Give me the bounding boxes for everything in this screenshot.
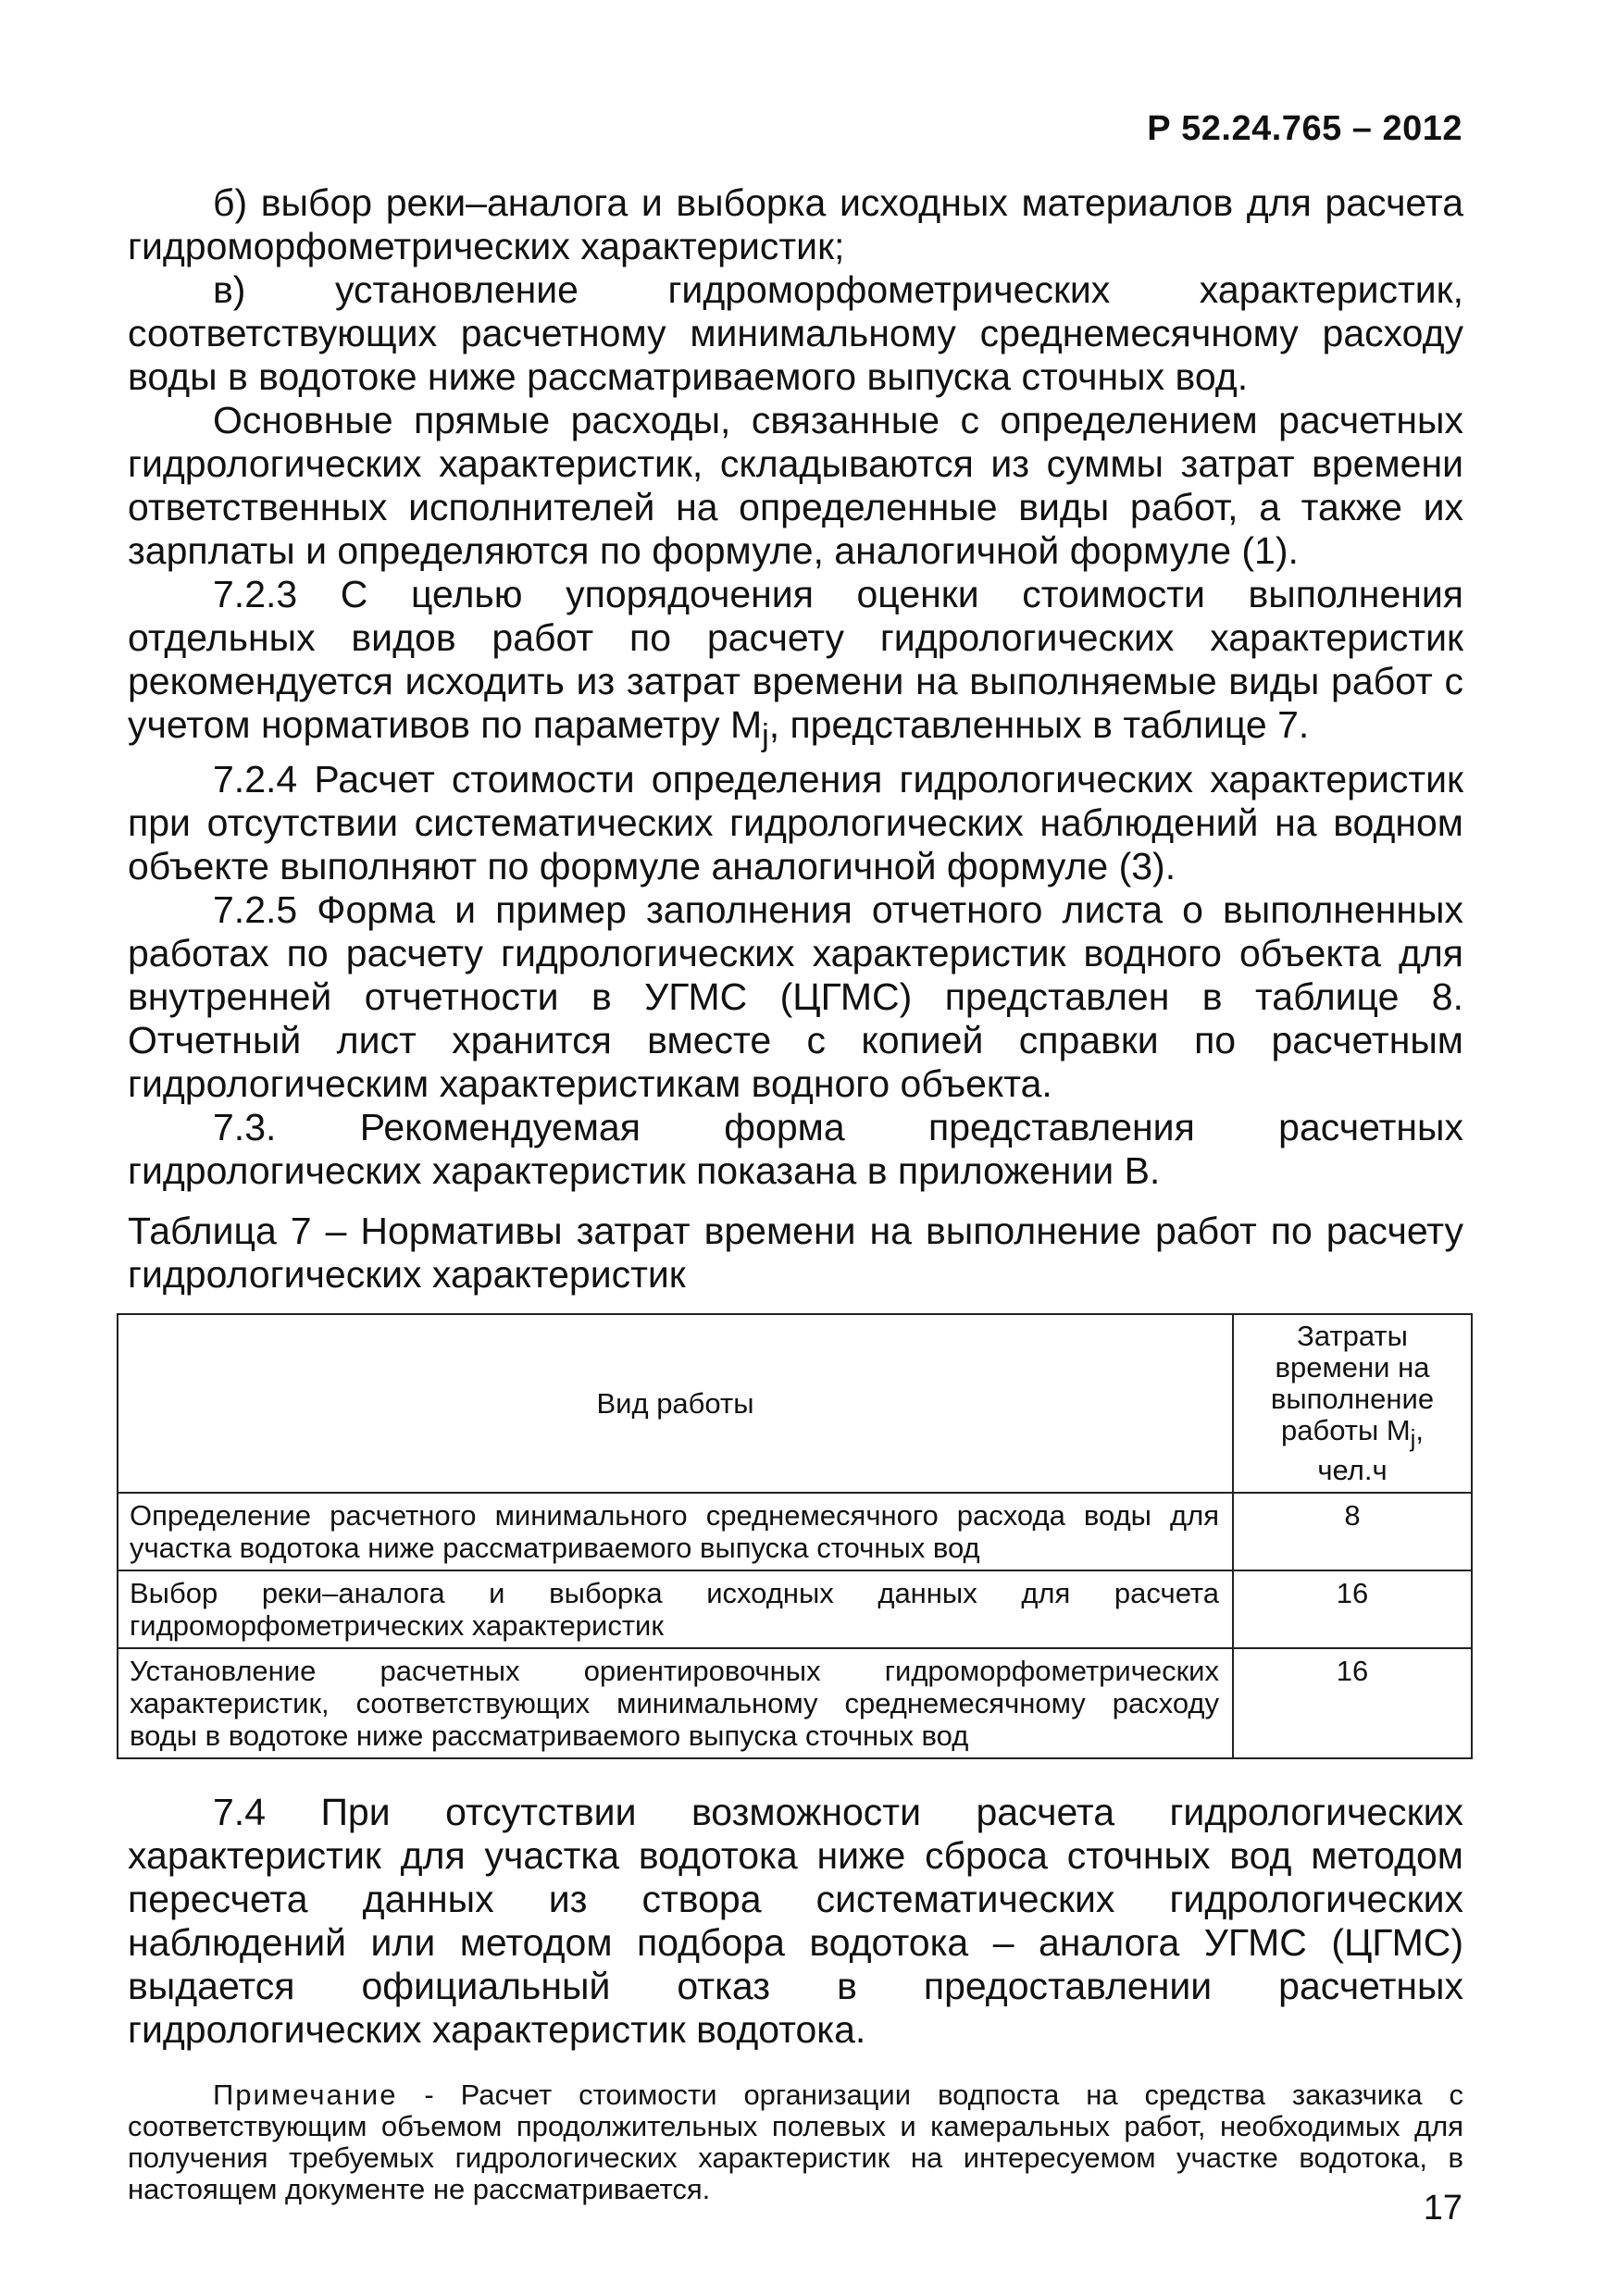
table-row [118,1570,1472,1648]
paragraph-7-2-3-tail: , представленных в таблице 7. [768,703,1310,746]
table-row [118,1648,1472,1758]
table-cell-work: Установление расчетных ориентировочных гидроморфометрических характеристик, соответствующих минимальному среднемесячному расходу воды в водотоке ниже рассматриваемого выпуска сточных вод [118,1648,1233,1758]
paragraph-7-2-3-text: 7.2.3 С целью упорядочения оценки стоимости выполнения отдельных видов работ по расчету гидрологических характеристик рекомендуется исходить из затрат времени на выполняемые виды работ с учетом нормативов по параметру М [128,573,1463,746]
document-code: Р 52.24.765 – 2012 [1147,109,1462,148]
table-cell-work: Выбор реки–аналога и выборка исходных данных для расчета гидроморфометрических характеристик [118,1570,1233,1648]
paragraph-7-4: 7.4 При отсутствии возможности расчета гидрологических характеристик для участка водотока ниже сброса сточных вод методом пересчета данных из створа систематических гидрологических наблюдений или методом подбора водотока – аналога УГМС (ЦГМС) выдается официальный отказ в предоставлении расчетных гидрологических характеристик водотока. [128,1791,1463,2052]
param-subscript: j [762,718,769,754]
table-cell-time: 16 [1233,1570,1472,1648]
header-time-subscript: j [1410,1426,1416,1453]
table-caption: Таблица 7 – Нормативы затрат времени на выполнение работ по расчету гидрологических характеристик [128,1210,1463,1297]
table-cell-time: 8 [1233,1493,1472,1570]
table-row [118,1493,1472,1570]
header-work-type: Вид работы [118,1314,1233,1493]
table-7 [117,1313,1473,1759]
header-time-text: Затраты времени на выполнение работы М [1270,1320,1435,1447]
paragraph-7-2-5: 7.2.5 Форма и пример заполнения отчетного листа о выполненных работах по расчету гидрологических характеристик водного объекта для внутренней отчетности в УГМС (ЦГМС) представлен в таблице 8. Отчетный лист хранится вместе с копией справки по расчетным гидрологическим характеристикам водного объекта. [128,888,1463,1106]
document-body [128,181,1463,2205]
paragraph-b: б) выбор реки–аналога и выборка исходных материалов для расчета гидроморфометрических характеристик; [128,181,1463,267]
page-number: 17 [1423,2189,1462,2228]
header-time-cost [1233,1314,1472,1493]
table-cell-work: Определение расчетного минимального среднемесячного расхода воды для участка водотока ниже рассматриваемого выпуска сточных вод [118,1493,1233,1570]
note [128,2079,1463,2205]
paragraph-7-2-4: 7.2.4 Расчет стоимости определения гидрологических характеристик при отсутствии систематических гидрологических наблюдений на водном объекте выполняют по формуле аналогичной формуле (3). [128,758,1463,888]
table-header-row [118,1314,1472,1493]
table-cell-time: 16 [1233,1648,1472,1758]
paragraph-7-2-3 [128,573,1463,758]
note-text: - Расчет стоимости организации водпоста на средства заказчика с соответствующим объемом продолжительных полевых и камеральных работ, необходимых для получения требуемых гидрологических характеристик на интересуемом участке водотока, в настоящем документе не рассматривается. [128,2079,1463,2206]
paragraph-7-3: 7.3. Рекомендуемая форма представления расчетных гидрологических характеристик показана в приложении В. [128,1106,1463,1193]
paragraph-v: в) установление гидроморфометрических характеристик, соответствующих расчетному минимальному среднемесячному расходу воды в водотоке ниже рассматриваемого выпуска сточных вод. [128,268,1463,398]
note-label: Примечание [213,2079,398,2112]
paragraph-main-costs: Основные прямые расходы, связанные с определением расчетных гидрологических характеристик, складываются из суммы затрат времени ответственных исполнителей на определенные виды работ, а также их зарплаты и определяются по формуле, аналогичной формуле (1). [128,399,1463,572]
header-time-unit: , чел.ч [1317,1414,1425,1487]
